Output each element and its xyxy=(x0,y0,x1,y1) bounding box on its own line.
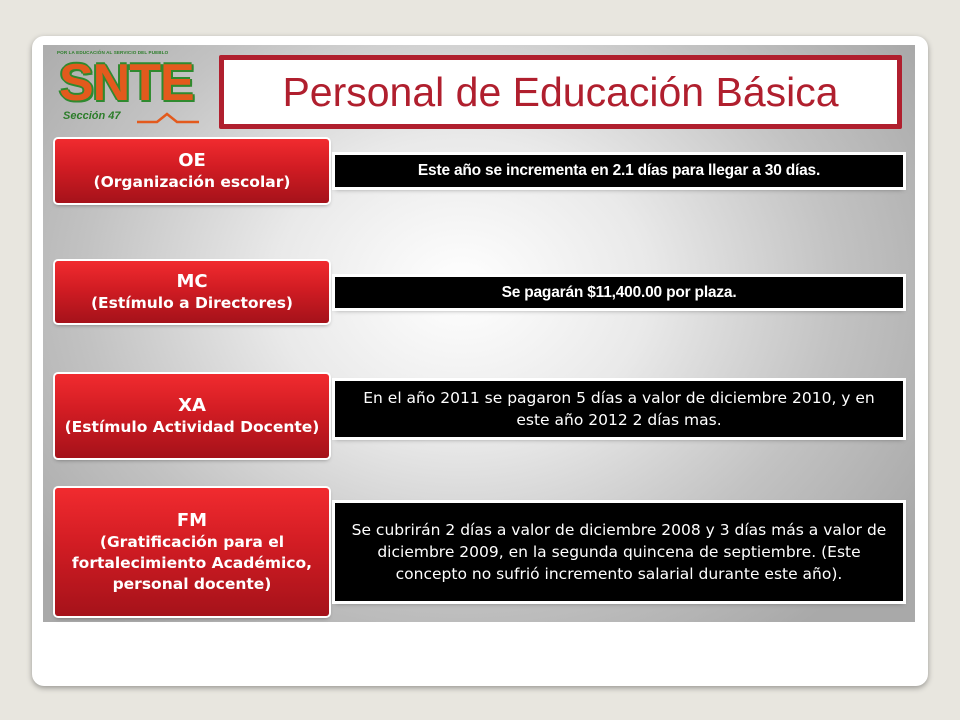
concept-mc xyxy=(55,261,329,323)
concept-description: (Organización escolar) xyxy=(93,172,291,191)
concept-code: OE xyxy=(178,149,206,171)
concept-xa xyxy=(55,374,329,458)
info-box-oe xyxy=(335,155,903,187)
info-text: En el año 2011 se pagaron 5 días a valor de diciembre 2010, y en este año 2012 2 días mas. xyxy=(363,389,875,429)
page-title: Personal de Educación Básica xyxy=(282,68,839,115)
info-text: Se pagarán $11,400.00 por plaza. xyxy=(501,283,737,301)
info-box-mc xyxy=(335,277,903,308)
logo-zigzag-icon xyxy=(137,112,201,124)
logo-section: Sección 47 xyxy=(63,110,121,122)
info-text: Este año se incrementa en 2.1 días para llegar a 30 días. xyxy=(417,162,821,179)
concept-code: MC xyxy=(176,270,208,292)
concept-code: XA xyxy=(178,394,206,416)
info-box-fm xyxy=(335,503,903,601)
logo-tagline: POR LA EDUCACIÓN AL SERVICIO DEL PUEBLO xyxy=(57,50,169,55)
concept-fm xyxy=(55,488,329,616)
logo-wordmark: SNTE xyxy=(59,54,194,112)
concept-oe xyxy=(55,139,329,203)
info-box-xa xyxy=(335,381,903,437)
concept-description: (Estímulo a Directores) xyxy=(90,293,294,312)
concept-description: (Gratificación para el fortalecimiento Académico, personal docente) xyxy=(71,532,313,593)
concept-code: FM xyxy=(176,509,208,531)
title-banner xyxy=(219,55,902,129)
snte-logo xyxy=(55,50,205,130)
info-text: Se cubrirán 2 días a valor de diciembre 2008 y 3 días más a valor de diciembre 2009, en la segunda quincena de septiembre. (Este concepto no sufrió incremento salarial durante este año). xyxy=(351,521,887,583)
concept-description: (Estímulo Actividad Docente) xyxy=(64,417,320,436)
